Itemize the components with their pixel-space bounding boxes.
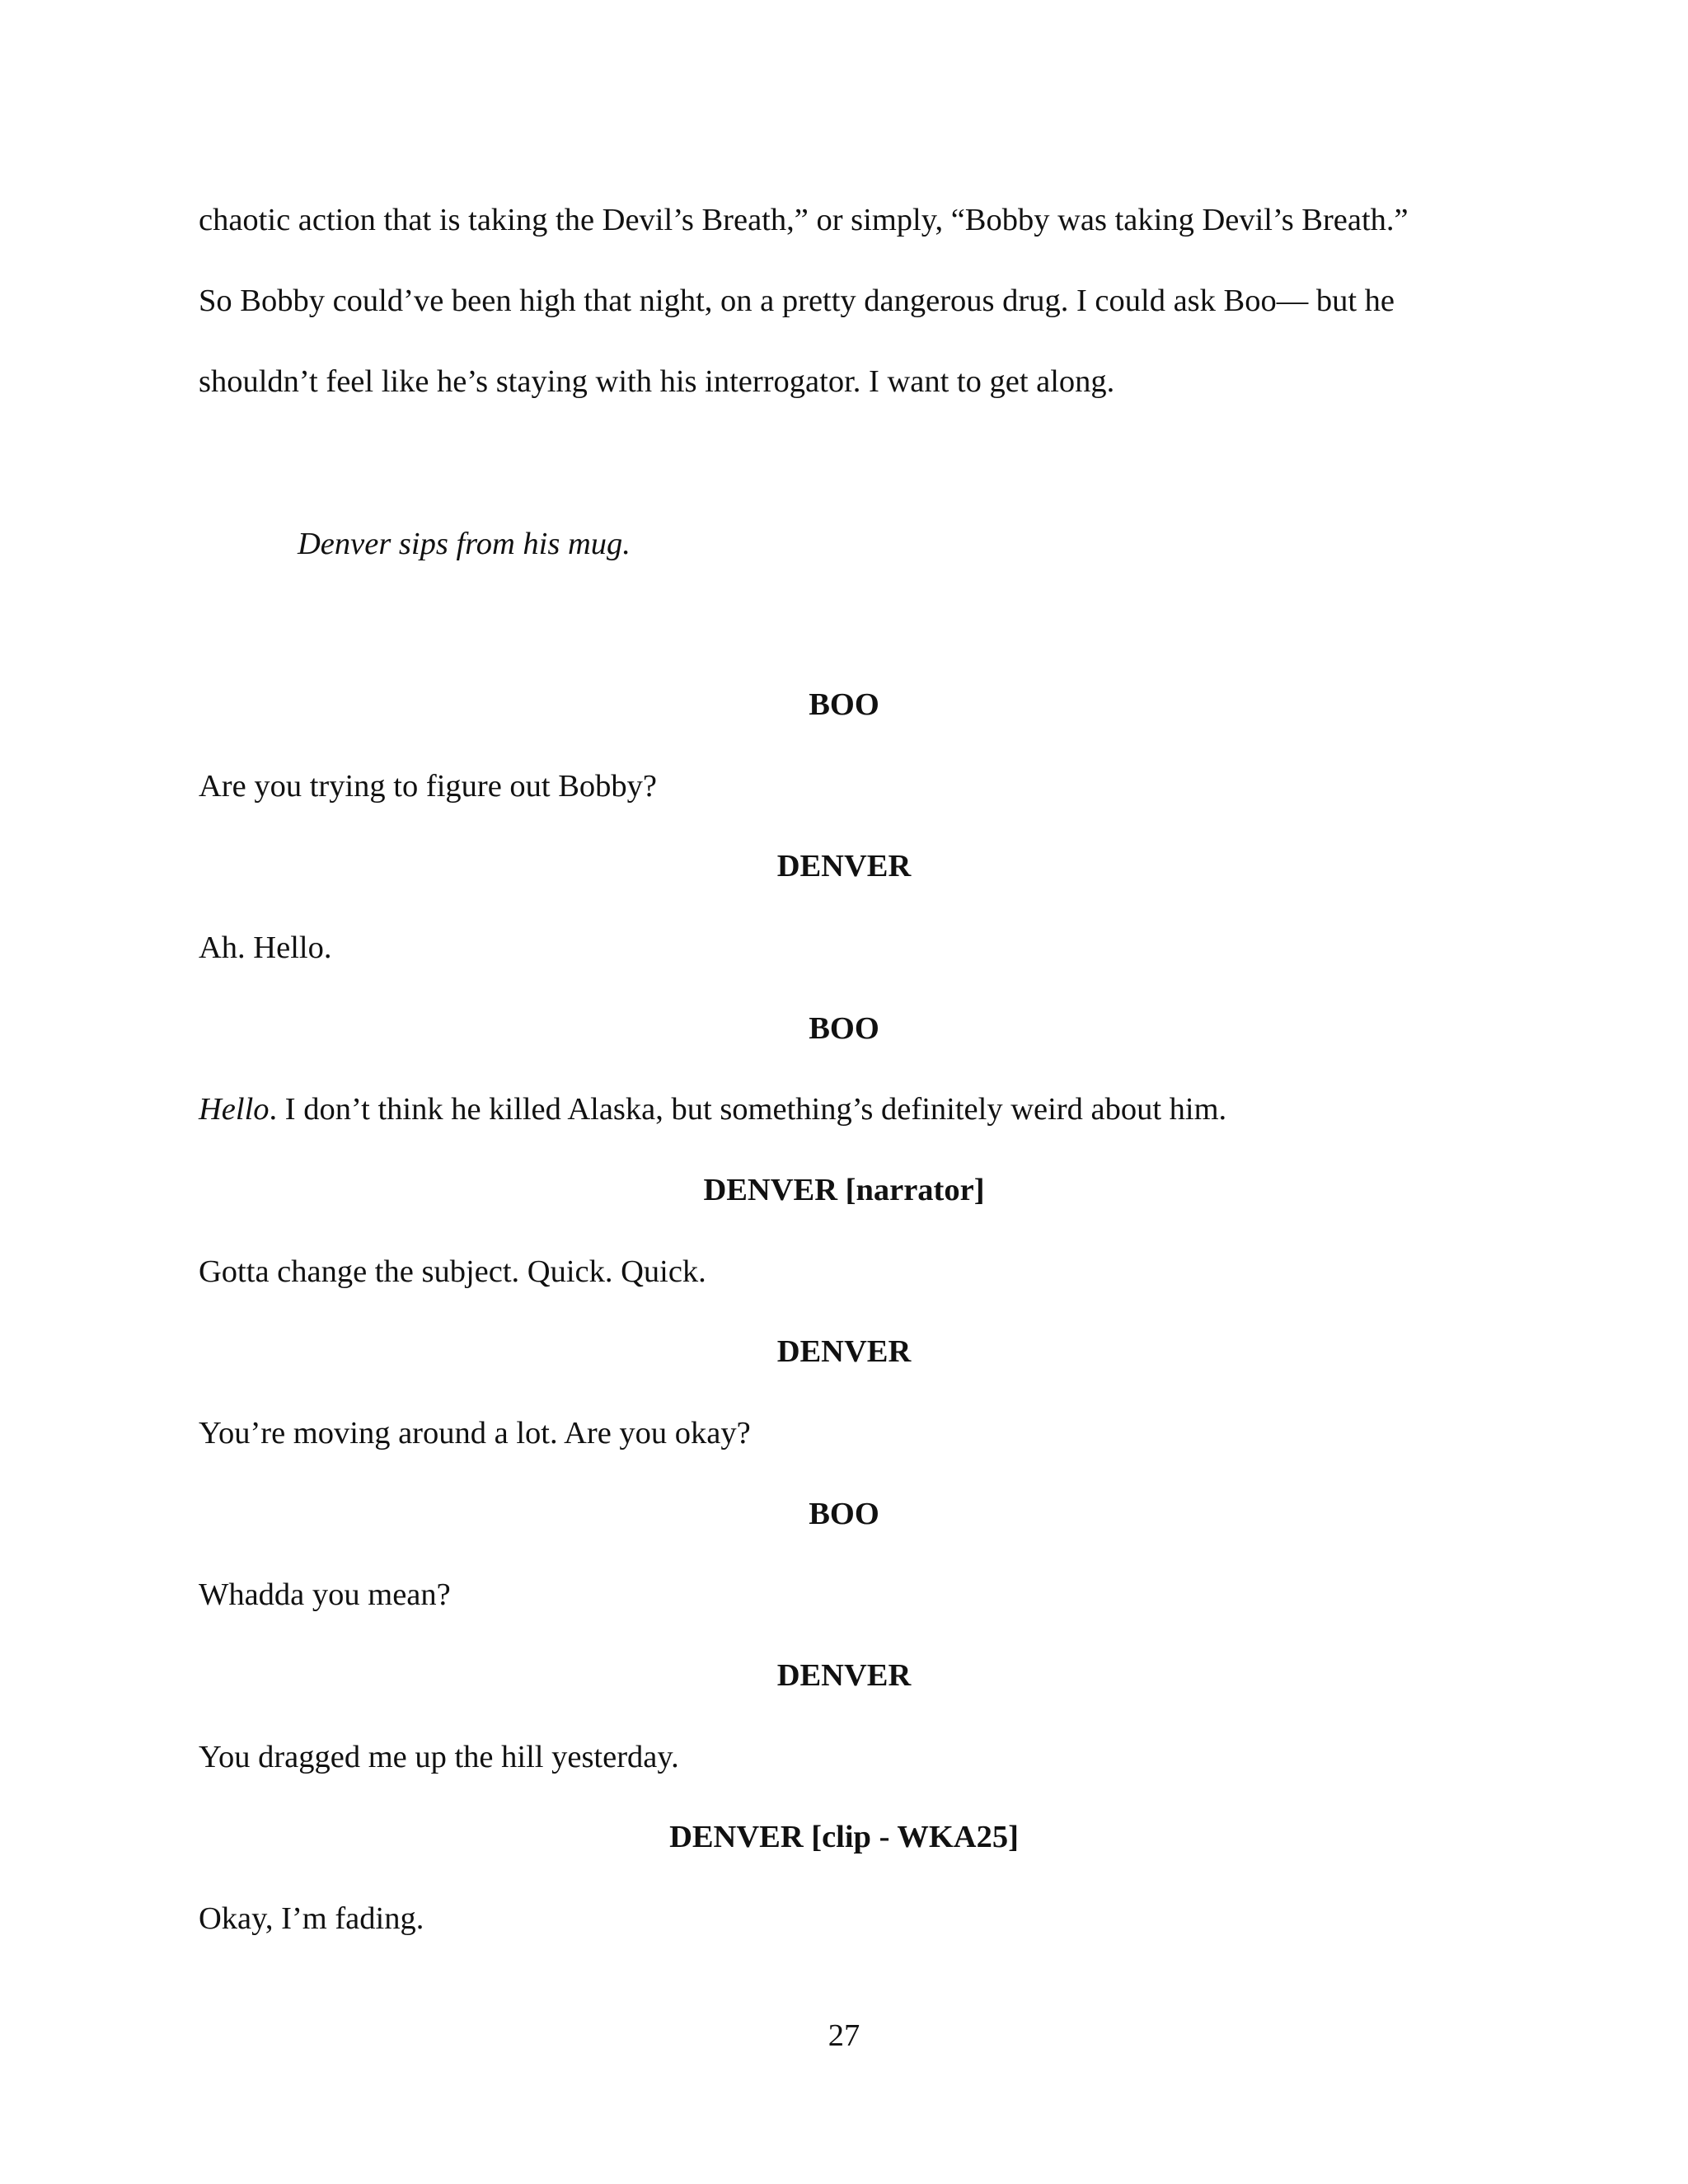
character-name: DENVER: [776, 1334, 912, 1369]
character-name: BOO: [809, 1497, 879, 1531]
character-name: DENVER [clip - WKA25]: [669, 1820, 1019, 1854]
dialogue-line: Okay, I’m fading.: [199, 1901, 424, 1936]
character-name: DENVER: [776, 1658, 912, 1693]
dialogue-text: . I don’t think he killed Alaska, but something’s definitely weird about him.: [269, 1092, 1227, 1127]
character-name: DENVER: [776, 849, 912, 883]
dialogue-line: You dragged me up the hill yesterday.: [199, 1740, 679, 1774]
dialogue-line: Gotta change the subject. Quick. Quick.: [199, 1254, 706, 1289]
dialogue-line: [199, 1094, 1226, 1126]
character-name: BOO: [809, 1011, 879, 1046]
character-name: DENVER [narrator]: [703, 1173, 985, 1207]
narration-line-3: shouldn’t feel like he’s staying with his interrogator. I want to get along.: [199, 364, 1115, 399]
action-line: Denver sips from his mug.: [298, 527, 631, 561]
page-number: 27: [828, 2018, 860, 2053]
narration-line-2: So Bobby could’ve been high that night, on a pretty dangerous drug. I could ask Boo— but he: [199, 284, 1395, 318]
dialogue-emphasis: Hello: [199, 1092, 270, 1127]
dialogue-line: Ah. Hello.: [199, 930, 332, 965]
character-name: BOO: [809, 687, 879, 722]
narration-line-1: chaotic action that is taking the Devil’s Breath,” or simply, “Bobby was taking Devil’s Breath.”: [199, 203, 1409, 237]
dialogue-line: Whadda you mean?: [199, 1577, 451, 1612]
dialogue-line: Are you trying to figure out Bobby?: [199, 769, 658, 804]
dialogue-line: You’re moving around a lot. Are you okay?: [199, 1416, 751, 1451]
